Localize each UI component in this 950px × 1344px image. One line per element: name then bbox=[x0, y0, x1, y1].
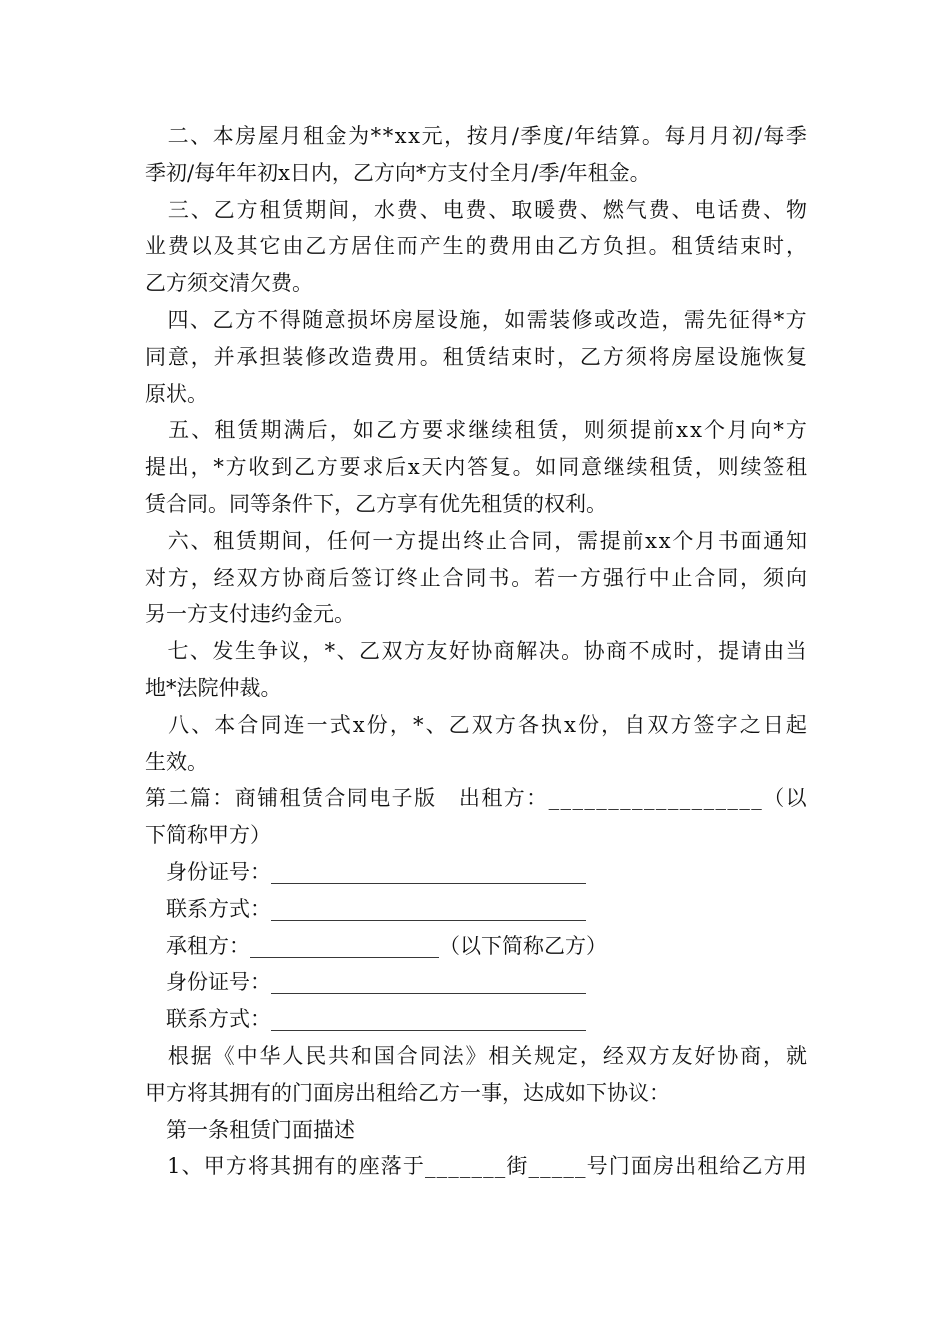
text-line: 五 、 租 赁 期 满 后 ， 如 乙 方 要 求 继 续 租 赁 ， 则 须 提 前 x x 个 月 向 * 方 bbox=[168, 418, 807, 443]
text-line: 联系方式：______________________________ bbox=[145, 896, 586, 921]
text-line: 业 费 以 及 其 它 由 乙 方 居 住 而 产 生 的 费 用 由 乙 方 负 担 。 租 赁 结 束 时 ， bbox=[145, 234, 807, 259]
text-line: 季初/每年年初x日内，乙方向*方支付全月/季/年租金。 bbox=[145, 160, 651, 185]
text-line: 提 出 ， * 方 收 到 乙 方 要 求 后 x 天 内 答 复 。 如 同 意 继 续 租 赁 ， 则 续 签 租 bbox=[145, 455, 807, 480]
document-body bbox=[145, 118, 807, 1185]
text-line: 八 、 本 合 同 连 一 式 x 份 ， * 、 乙 双 方 各 执 x 份 ， 自 双 方 签 字 之 日 起 bbox=[168, 712, 807, 737]
text-line: 第 二 篇 ： 商 铺 租 赁 合 同 电 子 版 出 租 方 ： _ _ _ _ _ _ _ _ _ _ _ _ _ _ _ _ _ _ （ 以 bbox=[145, 786, 807, 811]
text-line: 地*法院仲裁。 bbox=[145, 675, 282, 700]
text-line: 同 意 ， 并 承 担 装 修 改 造 费 用 。 租 赁 结 束 时 ， 乙 方 须 将 房 屋 设 施 恢 复 bbox=[145, 344, 807, 369]
text-line: 赁合同。同等条件下，乙方享有优先租赁的权利。 bbox=[145, 491, 607, 516]
text-line: 另一方支付违约金元。 bbox=[145, 602, 355, 627]
text-line: 根 据 《 中 华 人 民 共 和 国 合 同 法 》 相 关 规 定 ， 经 双 方 友 好 协 商 ， 就 bbox=[167, 1043, 807, 1068]
text-line: 下简称甲方） bbox=[145, 823, 271, 848]
text-line: 第一条租赁门面描述 bbox=[145, 1117, 355, 1142]
text-line: 六 、 租 赁 期 间 ， 任 何 一 方 提 出 终 止 合 同 ， 需 提 前 x x 个 月 书 面 通 知 bbox=[167, 528, 807, 553]
text-line: 身份证号：______________________________ bbox=[145, 970, 586, 995]
text-line: 1 、 甲 方 将 其 拥 有 的 座 落 于 _ _ _ _ _ _ _ 街 _ _ _ _ _ 号 门 面 房 出 租 给 乙 方 用 bbox=[167, 1154, 807, 1179]
text-line: 四 、 乙 方 不 得 随 意 损 坏 房 屋 设 施 ， 如 需 装 修 或 改 造 ， 需 先 征 得 * 方 bbox=[167, 307, 807, 332]
text-line: 三 、 乙 方 租 赁 期 间 ， 水 费 、 电 费 、 取 暖 费 、 燃 气 费 、 电 话 费 、 物 bbox=[167, 197, 807, 222]
text-line: 对 方 ， 经 双 方 协 商 后 签 订 终 止 合 同 书 。 若 一 方 强 行 中 止 合 同 ， 须 向 bbox=[145, 565, 807, 590]
text-line: 原状。 bbox=[145, 381, 208, 406]
text-line: 联系方式：______________________________ bbox=[145, 1007, 586, 1032]
text-line: 七 、 发 生 争 议 ， * 、 乙 双 方 友 好 协 商 解 决 。 协 商 不 成 时 ， 提 请 由 当 bbox=[167, 639, 807, 664]
text-line: 生效。 bbox=[145, 749, 208, 774]
text-line: 乙方须交清欠费。 bbox=[145, 271, 313, 296]
text-line: 二 、 本 房 屋 月 租 金 为 * * x x 元 ， 按 月 / 季 度 / 年 结 算 。 每 月 月 初 / 每 季 bbox=[167, 124, 807, 148]
text-line: 身份证号：______________________________ bbox=[145, 859, 586, 884]
text-line: 承租方：__________________（以下简称乙方） bbox=[145, 933, 607, 958]
text-line: 甲方将其拥有的门面房出租给乙方一事，达成如下协议： bbox=[145, 1080, 670, 1105]
